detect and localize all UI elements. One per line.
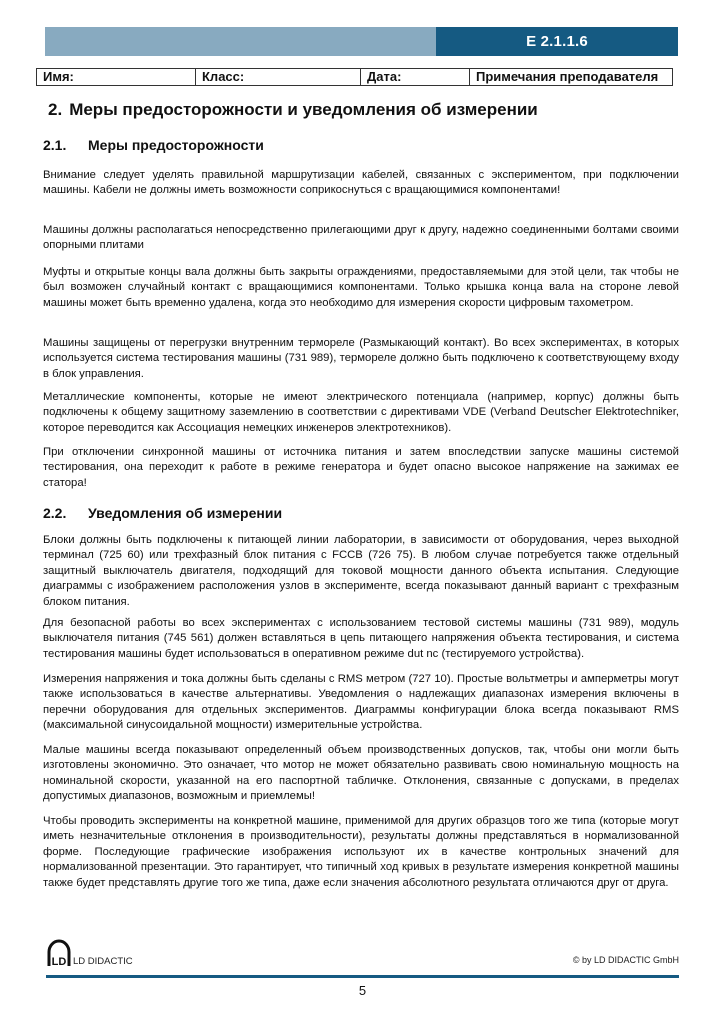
logo-text: LD DIDACTIC <box>73 956 133 967</box>
footer-divider <box>46 975 679 978</box>
section-heading <box>48 100 538 120</box>
header-bar <box>45 27 678 56</box>
paragraph: Измерения напряжения и тока должны быть сделаны с RMS метром (727 10). Простые вольтметры и амперметры могут также использоваться в качестве альтернативы. Уведомления о надлежащих диапазонах измерения включены в перечни оборудования для отдельных экспериментов. Диаграммы конфигурации блока всегда показывают RMS (максимальной синусоидальной мощности) измерительные устройства. <box>43 673 679 732</box>
paragraph: Машины должны располагаться непосредственно прилегающими друг к другу, надежно соединенными болтами своими опорными плитами <box>43 224 679 252</box>
subsection-number: 2.2. <box>43 505 67 521</box>
ld-didactic-logo <box>46 938 133 968</box>
class-field[interactable]: Класс: <box>196 69 361 85</box>
date-field[interactable]: Дата: <box>361 69 470 85</box>
header-bar-light <box>45 27 436 56</box>
subsection-heading-precautions <box>43 137 264 153</box>
name-field[interactable]: Имя: <box>37 69 196 85</box>
svg-text:LD: LD <box>51 956 67 968</box>
paragraph: При отключении синхронной машины от источника питания и затем впоследствии запуске машины системой тестирования, она переходит к работе в режиме генератора и будет опасно высокое напряжение на зажимах ее статора! <box>43 446 679 489</box>
paragraph: Металлические компоненты, которые не имеют электрического потенциала (например, корпус) должны быть подключены к общему защитному заземлению в соответствии с директивами VDE (Verband Deutscher Elektrotechniker, которое переводится как Ассоциация немецких инженеров электротехников). <box>43 391 679 434</box>
copyright: © by LD DIDACTIC GmbH <box>572 955 679 965</box>
paragraph: Для безопасной работы во всех экспериментах с использованием тестовой системы машины (731 989), модуль выключателя питания (745 561) должен вставляться в цепь питающего напряжения объекта тестирования, и система тестирования машины будет использоваться в оперативном режиме dut nc (тестируемого устройства). <box>43 617 679 660</box>
subsection-title: Меры предосторожности <box>88 137 264 153</box>
document-code: E 2.1.1.6 <box>436 27 678 56</box>
paragraph: Блоки должны быть подключены к питающей линии лаборатории, в зависимости от оборудования, через выходной терминал (725 60) или трехфазный блок питания с FCCB (726 75). В любом случае потребуется также отдельный защитный выключатель двигателя, подходящий для токовой мощности данного объекта испытания. Следующие диаграммы с изображением расположения узлов в эксперименте, всегда показывают данный вариант с трехфазным блоком питания. <box>43 534 679 608</box>
section-number: 2. <box>48 100 63 119</box>
ld-didactic-logo-icon <box>46 938 72 968</box>
paragraph: Внимание следует уделять правильной маршрутизации кабелей, связанных с экспериментом, при подключении машины. Кабели не должны иметь возможности соприкоснуться с вращающимися компонентами! <box>43 169 679 197</box>
subsection-title: Уведомления об измерении <box>88 505 283 521</box>
teacher-notes-field[interactable]: Примечания преподавателя <box>476 69 659 84</box>
student-info-table <box>36 68 673 86</box>
paragraph: Машины защищены от перегрузки внутренним термореле (Размыкающий контакт). Во всех экспериментах, в которых используется система тестирования машины (731 989), термореле должно быть подключено к соответствующему входу в блок управления. <box>43 337 679 380</box>
subsection-number: 2.1. <box>43 137 67 153</box>
subsection-heading-measurement-notes <box>43 505 282 521</box>
paragraph: Чтобы проводить эксперименты на конкретной машине, применимой для других образцов того же типа (которые могут иметь незначительные отклонения в производительности), результаты должны представляться в нормализованной форме. Последующие графические изображения используют их в качестве контрольных значений для нормализованной презентации. Это гарантирует, что типичный ход кривых в результате измерения конкретной машины также будет представлять другие того же типа, даже если значения абсолютного результата отличаются друг от друга. <box>43 815 679 889</box>
page-number: 5 <box>358 983 367 998</box>
paragraph: Муфты и открытые концы вала должны быть закрыты ограждениями, предоставляемыми для этой цели, так чтобы не был возможен случайный контакт с вращающимися компонентами. Только крышка конца вала на стороне левой машины может быть временно удалена, когда это необходимо для измерения скорости цифровым тахометром. <box>43 266 679 309</box>
section-title: Меры предосторожности и уведомления об измерении <box>69 100 538 119</box>
paragraph: Малые машины всегда показывают определенный объем производственных допусков, так, чтобы они могли быть изготовлены экономично. Это означает, что мотор не может обязательно развивать свою номинальную мощность на номинальной скорости, указанной на его паспортной табличке. Отклонения, связанные с допусками, в пределах допустимых диапазонов, возможным и приемлемы! <box>43 744 679 803</box>
